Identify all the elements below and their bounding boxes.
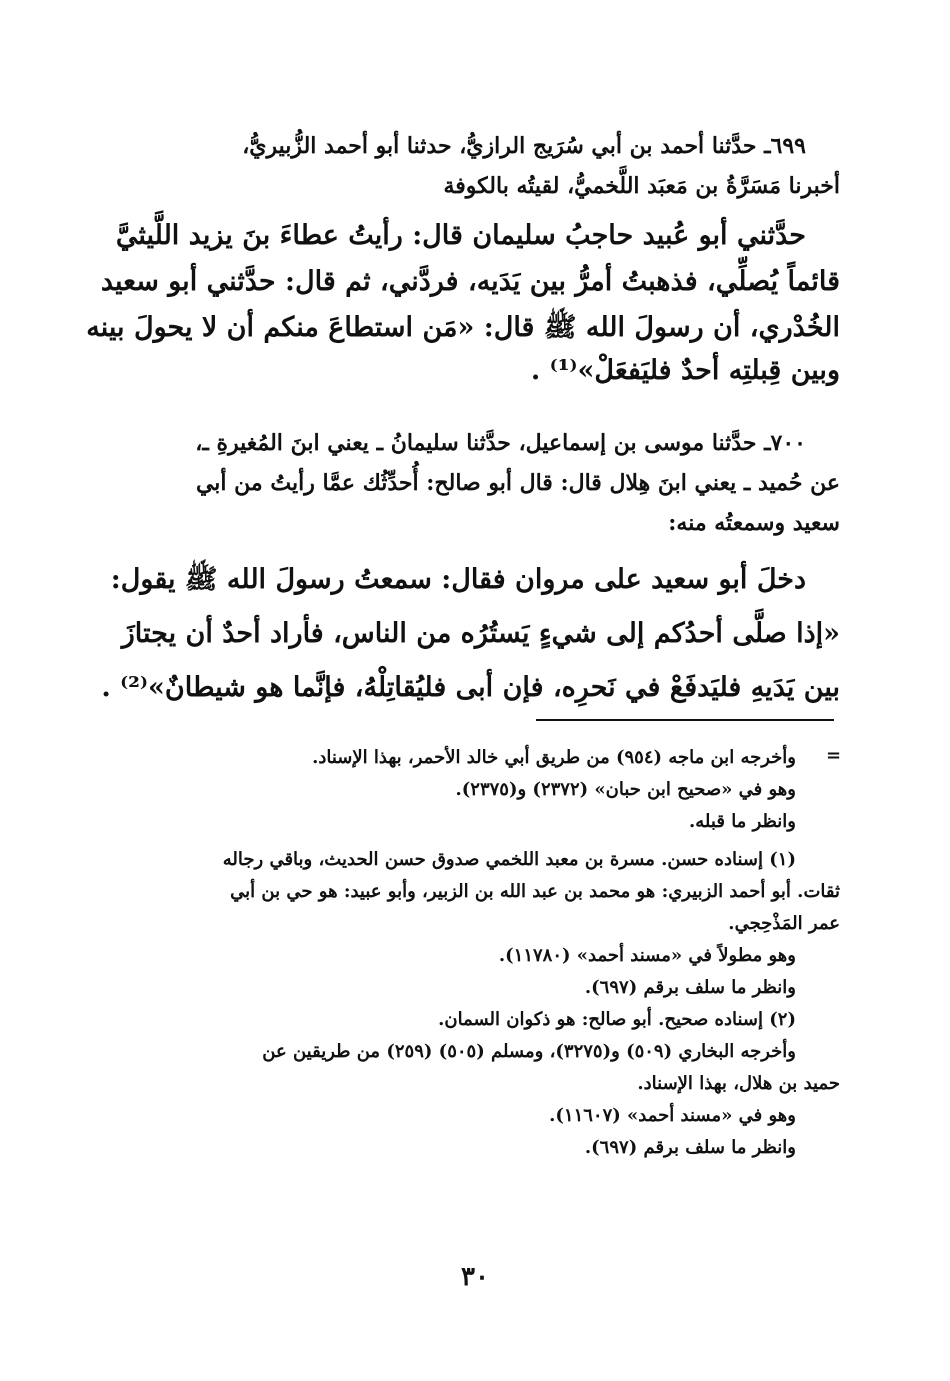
page-number: ٣٠	[461, 1262, 489, 1292]
footnote-line: وأخرجه البخاري (٥٠٩) و(٣٢٧٥)، ومسلم (٥٠٥) (٢٥٩) من طريقين عن	[262, 1041, 796, 1062]
footnote-separator	[536, 719, 834, 721]
isnad-line: ٦٩٩ـ حدَّثنا أحمد بن أبي سُرَيج الرازيُّ، حدثنا أبو أحمد الزُّبيريُّ،	[242, 133, 806, 159]
footnote-line: (١) إسناده حسن. مسرة بن معبد اللخمي صدوق حسن الحديث، وباقي رجاله	[222, 849, 796, 870]
hadith-700-matn	[101, 553, 840, 715]
matn-line: وبين قِبلتِه أحدٌ فليَفعَلْ»⁽¹⁾ .	[530, 355, 840, 386]
footnote-line: وأخرجه ابن ماجه (٩٥٤) من طريق أبي خالد الأحمر، بهذا الإسناد.	[312, 747, 796, 768]
isnad-line: ٧٠٠ـ حدَّثنا موسى بن إسماعيل، حدَّثنا سليمانُ ـ يعني ابنَ المُغيرةِ ـ،	[195, 430, 806, 456]
footnote-line: وهو في «مسند أحمد» (١١٦٠٧).	[549, 1105, 796, 1126]
footnote-line: عمر المَذْحِجي.	[728, 913, 840, 934]
hadith-700-isnad	[115, 423, 840, 543]
continuation-mark: =	[826, 745, 842, 766]
footnote-line: وانظر ما سلف برقم (٦٩٧).	[584, 977, 796, 998]
footnote-line: حميد بن هلال، بهذا الإسناد.	[637, 1073, 840, 1094]
hadith-699-isnad	[115, 126, 840, 206]
footnote-line: وانظر ما سلف برقم (٦٩٧).	[584, 1137, 796, 1158]
isnad-line: سعيد وسمعتُه منه:	[668, 510, 840, 536]
matn-line: الخُدْري، أن رسولَ الله ﷺ قال: «مَن استطاعَ منكم أن لا يحولَ بينه	[86, 312, 840, 343]
footnote-line: وهو في «صحيح ابن حبان» (٢٣٧٢) و(٢٣٧٥).	[455, 779, 796, 800]
matn-line: حدَّثني أبو عُبيد حاجبُ سليمان قال: رأيتُ عطاءَ بنَ يزيد اللَّيثيَّ	[115, 220, 806, 251]
footnote-line: وانظر ما قبله.	[689, 811, 796, 832]
hadith-699-matn	[86, 213, 840, 391]
footnotes	[115, 742, 840, 1164]
footnote-line: (٢) إسناده صحيح. أبو صالح: هو ذكوان السمان.	[438, 1009, 796, 1030]
footnote-line: ثقات. أبو أحمد الزبيري: هو محمد بن عبد الله بن الزبير، وأبو عبيد: هو حي بن أبي	[230, 881, 840, 902]
footnote-line: وهو مطولاً في «مسند أحمد» (١١٧٨٠).	[498, 945, 796, 966]
isnad-line: عن حُميد ـ يعني ابنَ هِلال قال: قال أبو صالح: أُحدِّثُك عمَّا رأيتُ من أبي	[195, 470, 840, 496]
matn-line: «إذا صلَّى أحدُكم إلى شيءٍ يَستُرُه من الناس، فأراد أحدٌ أن يجتازَ	[121, 618, 840, 649]
matn-line: دخلَ أبو سعيد على مروان فقال: سمعتُ رسولَ الله ﷺ يقول:	[110, 564, 806, 595]
matn-line: قائماً يُصلِّي، فذهبتُ أمرُّ بين يَدَيه، فردَّني، ثم قال: حدَّثني أبو سعيد	[100, 266, 840, 297]
isnad-line: أخبرنا مَسَرَّةُ بن مَعبَد اللَّخميُّ، لقيتُه بالكوفة	[443, 173, 840, 199]
matn-line: بين يَدَيهِ فليَدفَعْ في نَحرِه، فإن أبى فليُقاتِلْهُ، فإنَّما هو شيطانٌ»⁽²⁾ .	[101, 672, 840, 703]
